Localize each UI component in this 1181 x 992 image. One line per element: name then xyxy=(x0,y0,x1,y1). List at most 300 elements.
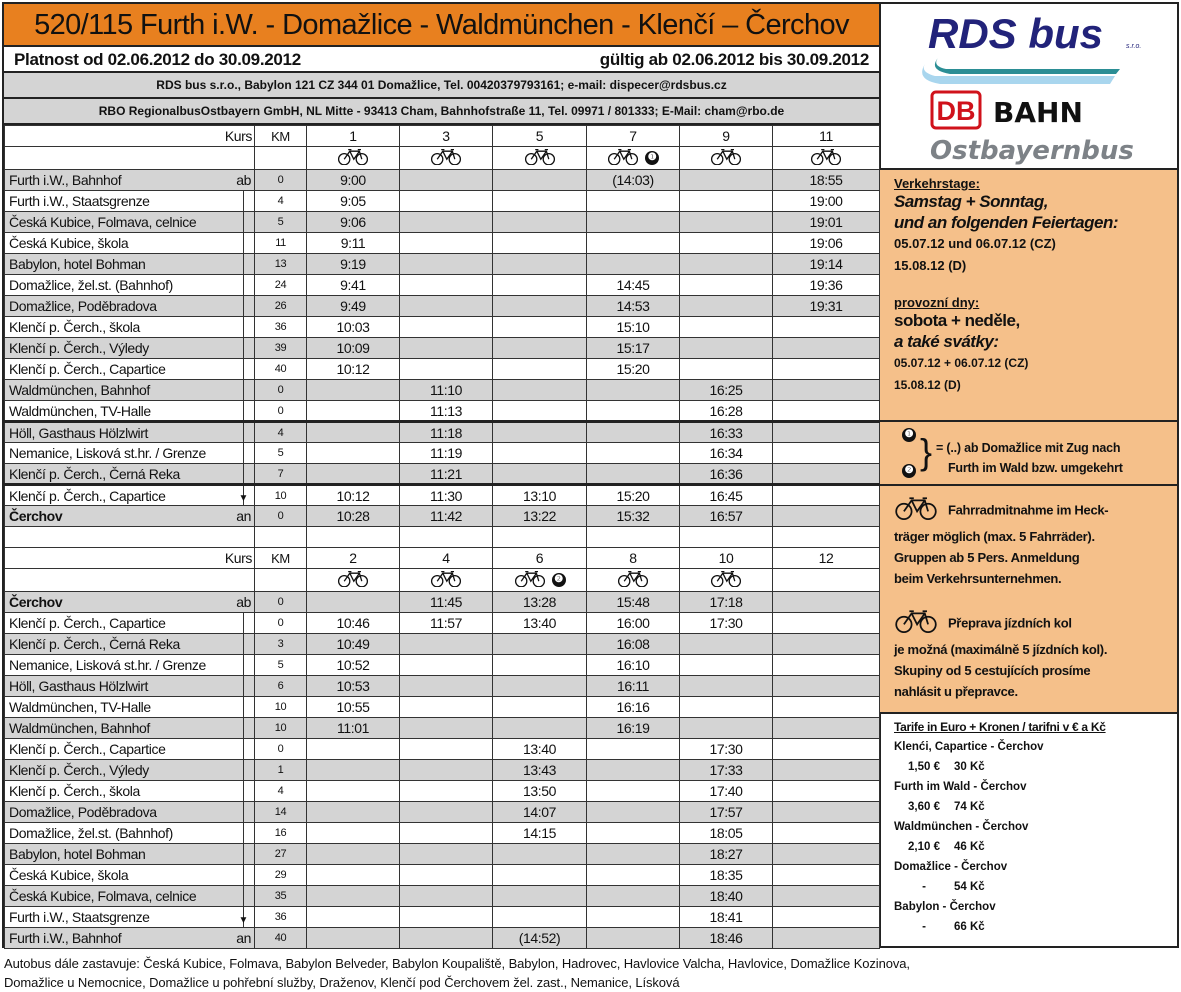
stop-name xyxy=(5,296,255,317)
departure-time: 16:36 xyxy=(680,464,773,485)
stop-name-text: Waldmünchen, TV-Halle xyxy=(9,402,151,419)
table-row xyxy=(5,760,880,781)
table-row xyxy=(5,401,880,422)
footnote-marker: ❶ xyxy=(645,151,659,165)
departure-time: 11:13 xyxy=(400,401,493,422)
tariff-prices xyxy=(894,757,1163,777)
km-value: 3 xyxy=(255,634,307,655)
departure-time xyxy=(773,338,880,359)
departure-time xyxy=(400,655,493,676)
table-row xyxy=(5,170,880,191)
departure-time: 19:06 xyxy=(773,233,880,254)
direction-line xyxy=(243,401,244,420)
stop-name-text: Česká Kubice, škola xyxy=(9,867,129,883)
departure-time: 16:34 xyxy=(680,443,773,464)
km-value: 13 xyxy=(255,254,307,275)
stop-name xyxy=(5,844,255,865)
price-eur: - xyxy=(922,881,926,893)
stop-name xyxy=(5,380,255,401)
note-2-icon: ❷ xyxy=(902,464,916,478)
departure-time xyxy=(400,886,493,907)
departure-time: 9:41 xyxy=(307,275,400,296)
departure-time xyxy=(307,844,400,865)
departure-time: 11:01 xyxy=(307,718,400,739)
departure-time xyxy=(680,212,773,233)
departure-time xyxy=(587,739,680,760)
direction-line xyxy=(243,844,244,864)
departure-time: 16:33 xyxy=(680,422,773,443)
departure-time: (14:52) xyxy=(493,928,587,949)
departure-time xyxy=(773,760,880,781)
departure-time: 14:15 xyxy=(493,823,587,844)
direction-line xyxy=(243,359,244,379)
tariff-box xyxy=(880,714,1177,940)
stops-line1: Autobus dále zastavuje: Česká Kubice, Folmava, Babylon Belveder, Babylon Koupaliště, Babylon, Hadrovec, Havlovice Valcha, Havlovice, Domažlice Kozinova, xyxy=(4,956,910,971)
table-row xyxy=(5,844,880,865)
table-row xyxy=(5,359,880,380)
stop-name-text: Domažlice, Poděbradova xyxy=(9,298,157,314)
departure-time: 13:40 xyxy=(493,739,587,760)
departure-time: 17:57 xyxy=(680,802,773,823)
table-row xyxy=(5,928,880,949)
address-rds: RDS bus s.r.o., Babylon 121 CZ 344 01 Domažlice, Tel. 00420379793161; e-mail: dispecer@rdsbus.cz xyxy=(4,73,879,99)
validity-row xyxy=(4,47,879,73)
direction-line xyxy=(243,254,244,274)
stop-name xyxy=(5,802,255,823)
bike-cell xyxy=(680,569,773,592)
direction-line xyxy=(243,212,244,232)
departure-time xyxy=(307,823,400,844)
course-number: 11 xyxy=(773,126,880,147)
km-value: 16 xyxy=(255,823,307,844)
departure-time xyxy=(493,443,587,464)
rds-logo-suffix: s.r.o. xyxy=(1126,43,1142,50)
direction-line xyxy=(243,676,244,696)
direction-line xyxy=(243,655,244,675)
departure-time xyxy=(773,655,880,676)
stop-name-text: Babylon, hotel Bohman xyxy=(9,846,146,862)
logos xyxy=(880,4,1177,170)
departure-time xyxy=(773,718,880,739)
departure-time xyxy=(680,254,773,275)
departure-time xyxy=(493,380,587,401)
empty-cell xyxy=(680,527,773,548)
departure-time: 15:20 xyxy=(587,359,680,380)
table-row xyxy=(5,907,880,928)
departure-time xyxy=(400,907,493,928)
departure-time xyxy=(493,422,587,443)
direction-line xyxy=(243,781,244,801)
tariff-route: Furth im Wald - Čerchov xyxy=(894,781,1027,793)
km-value: 0 xyxy=(255,380,307,401)
stop-name xyxy=(5,634,255,655)
tariff-route: Waldmünchen - Čerchov xyxy=(894,821,1029,833)
bike-de-line3: Gruppen ab 5 Pers. Anmeldung xyxy=(894,550,1080,566)
departure-time: 9:11 xyxy=(307,233,400,254)
tariff-heading: Tarife in Euro + Kronen / tarifni v € a Kč xyxy=(894,720,1106,734)
days-cz-line2: a také svátky: xyxy=(894,332,999,351)
stop-name xyxy=(5,359,255,380)
bicycle-icon xyxy=(514,570,546,591)
rds-logo-text: RDS bus xyxy=(928,10,1104,57)
additional-stops-note xyxy=(4,954,910,992)
km-value: 0 xyxy=(255,401,307,422)
departure-time xyxy=(587,844,680,865)
operating-days xyxy=(880,170,1177,422)
bike-cell xyxy=(773,147,880,170)
table-row xyxy=(5,718,880,739)
departure-time: 15:10 xyxy=(587,317,680,338)
stop-name xyxy=(5,338,255,359)
rds-swoosh-teal xyxy=(935,58,1120,74)
departure-time: 16:10 xyxy=(587,655,680,676)
departure-time xyxy=(773,928,880,949)
departure-time xyxy=(493,886,587,907)
empty-cell xyxy=(5,527,255,548)
departure-time xyxy=(587,380,680,401)
stop-name-text: Klenčí p. Čerch., Černá Reka xyxy=(9,636,180,652)
departure-time xyxy=(400,865,493,886)
outbound-course-header xyxy=(5,126,880,147)
departure-time xyxy=(400,760,493,781)
departure-time: 10:28 xyxy=(307,506,400,527)
km-value: 0 xyxy=(255,739,307,760)
bike-cell xyxy=(587,147,680,170)
departure-time xyxy=(493,865,587,886)
departure-time: 19:01 xyxy=(773,212,880,233)
departure-time xyxy=(587,464,680,485)
departure-time xyxy=(400,718,493,739)
course-number: 2 xyxy=(307,548,400,569)
departure-time: 10:52 xyxy=(307,655,400,676)
arrow-down-icon: ▼ xyxy=(238,493,248,504)
days-de-date2: 15.08.12 (D) xyxy=(894,258,967,273)
stop-name-text: Čerchov xyxy=(9,508,63,524)
empty-cell xyxy=(255,147,307,170)
departure-time xyxy=(680,634,773,655)
departure-time xyxy=(773,464,880,485)
km-value: 4 xyxy=(255,422,307,443)
timetable xyxy=(4,125,880,949)
direction-line xyxy=(243,464,244,483)
bike-de-line2: träger möglich (max. 5 Fahrräder). xyxy=(894,529,1095,545)
departure-time xyxy=(680,191,773,212)
stop-name xyxy=(5,191,255,212)
departure-time xyxy=(587,823,680,844)
departure-time xyxy=(587,233,680,254)
km-value: 14 xyxy=(255,802,307,823)
departure-time: 9:49 xyxy=(307,296,400,317)
departure-time xyxy=(587,802,680,823)
km-value: 0 xyxy=(255,613,307,634)
departure-time xyxy=(307,380,400,401)
departure-time xyxy=(493,317,587,338)
departure-time xyxy=(307,928,400,949)
departure-time xyxy=(587,928,680,949)
departure-time: 10:03 xyxy=(307,317,400,338)
departure-time: 16:45 xyxy=(680,485,773,506)
table-row xyxy=(5,233,880,254)
stop-name xyxy=(5,865,255,886)
direction-line xyxy=(243,191,244,211)
km-value: 5 xyxy=(255,655,307,676)
course-number: 12 xyxy=(773,548,880,569)
stop-name-text: Česká Kubice, Folmava, celnice xyxy=(9,214,197,230)
stop-name xyxy=(5,506,255,527)
km-value: 10 xyxy=(255,485,307,506)
departure-time xyxy=(307,760,400,781)
departure-time: 10:53 xyxy=(307,676,400,697)
price-czk: 66 Kč xyxy=(954,921,985,933)
km-value: 1 xyxy=(255,760,307,781)
departure-time xyxy=(307,907,400,928)
course-number: 7 xyxy=(587,126,680,147)
departure-time xyxy=(400,191,493,212)
direction-line xyxy=(243,739,244,759)
stop-name xyxy=(5,760,255,781)
bike-cell xyxy=(307,147,400,170)
stop-name-text: Domažlice, žel.st. (Bahnhof) xyxy=(9,277,173,293)
departure-time: 15:32 xyxy=(587,506,680,527)
departure-time xyxy=(400,233,493,254)
stop-name-text: Nemanice, Lisková st.hr. / Grenze xyxy=(9,657,206,673)
kurs-label: Kurs xyxy=(5,126,255,147)
departure-time xyxy=(493,191,587,212)
empty-cell xyxy=(5,147,255,170)
km-value: 11 xyxy=(255,233,307,254)
direction-line xyxy=(243,865,244,885)
bike-cell xyxy=(400,147,493,170)
departure-time: 16:28 xyxy=(680,401,773,422)
table-row xyxy=(5,254,880,275)
departure-time xyxy=(493,254,587,275)
table-row xyxy=(5,865,880,886)
departure-time: 15:17 xyxy=(587,338,680,359)
departure-time: 13:22 xyxy=(493,506,587,527)
km-value: 40 xyxy=(255,359,307,380)
departure-time xyxy=(400,212,493,233)
footnote-line2: Furth im Wald bzw. umgekehrt xyxy=(948,461,1123,475)
km-value: 4 xyxy=(255,781,307,802)
departure-time: 19:36 xyxy=(773,275,880,296)
bike-info xyxy=(880,486,1177,714)
departure-time: 18:27 xyxy=(680,844,773,865)
stop-name xyxy=(5,907,255,928)
departure-time: 15:48 xyxy=(587,592,680,613)
price-eur: - xyxy=(922,921,926,933)
table-row xyxy=(5,317,880,338)
direction-line xyxy=(243,338,244,358)
departure-time: 16:16 xyxy=(587,697,680,718)
km-value: 36 xyxy=(255,317,307,338)
direction-line xyxy=(243,886,244,906)
empty-cell xyxy=(307,527,400,548)
stop-name xyxy=(5,718,255,739)
departure-time: 9:19 xyxy=(307,254,400,275)
departure-time xyxy=(400,317,493,338)
km-value: 5 xyxy=(255,443,307,464)
bike-cell xyxy=(587,569,680,592)
table-row xyxy=(5,655,880,676)
departure-time xyxy=(400,254,493,275)
departure-time: 10:55 xyxy=(307,697,400,718)
stop-name-text: Waldmünchen, TV-Halle xyxy=(9,699,151,715)
departure-time xyxy=(680,697,773,718)
stop-name xyxy=(5,676,255,697)
departure-time: 15:20 xyxy=(587,485,680,506)
departure-time xyxy=(587,865,680,886)
table-row xyxy=(5,422,880,443)
departure-time xyxy=(493,718,587,739)
table-row xyxy=(5,296,880,317)
departure-time: 13:43 xyxy=(493,760,587,781)
departure-time xyxy=(680,170,773,191)
course-number: 1 xyxy=(307,126,400,147)
direction-line xyxy=(243,275,244,295)
direction-line xyxy=(243,718,244,738)
departure-time xyxy=(307,781,400,802)
bicycle-icon xyxy=(607,148,639,169)
stop-name-text: Klenčí p. Čerch., Výledy xyxy=(9,340,149,356)
days-de-line1: Samstag + Sonntag, xyxy=(894,192,1048,211)
ostbayernbus-text: Ostbayernbus xyxy=(930,136,1134,166)
empty-cell xyxy=(773,527,880,548)
departure-time: 16:25 xyxy=(680,380,773,401)
stop-name-text: Klenčí p. Čerch., Capartice xyxy=(9,615,166,631)
departure-time xyxy=(400,802,493,823)
departure-time: 18:46 xyxy=(680,928,773,949)
departure-time xyxy=(307,422,400,443)
days-cz-heading: provozní dny: xyxy=(894,295,980,310)
stop-name-text: Klenčí p. Čerch., Capartice xyxy=(9,741,166,757)
stop-name xyxy=(5,697,255,718)
stop-name xyxy=(5,928,255,949)
table-row xyxy=(5,781,880,802)
departure-time: 18:41 xyxy=(680,907,773,928)
departure-time: 19:31 xyxy=(773,296,880,317)
km-value: 35 xyxy=(255,886,307,907)
blank-row xyxy=(5,527,880,548)
departure-time: 11:57 xyxy=(400,613,493,634)
departure-time xyxy=(773,317,880,338)
departure-time xyxy=(773,802,880,823)
departure-time xyxy=(680,233,773,254)
km-value: 29 xyxy=(255,865,307,886)
stop-name xyxy=(5,464,255,485)
bike-cell xyxy=(680,147,773,170)
bicycle-icon xyxy=(430,570,462,591)
departure-time xyxy=(493,359,587,380)
departure-time: 11:45 xyxy=(400,592,493,613)
stop-name-text: Klenčí p. Čerch., Výledy xyxy=(9,762,149,778)
departure-time xyxy=(400,338,493,359)
departure-time xyxy=(307,401,400,422)
inbound-course-header xyxy=(5,548,880,569)
empty-cell xyxy=(5,569,255,592)
km-value: 40 xyxy=(255,928,307,949)
bicycle-icon xyxy=(710,570,742,591)
bike-cell xyxy=(493,569,587,592)
inbound-bike-row xyxy=(5,569,880,592)
table-row xyxy=(5,886,880,907)
departure-time xyxy=(587,212,680,233)
departure-time: 10:09 xyxy=(307,338,400,359)
direction-line xyxy=(243,760,244,780)
departure-time xyxy=(493,464,587,485)
footnote-marker: ❷ xyxy=(552,573,566,587)
departure-time xyxy=(400,697,493,718)
stop-name-text: Furth i.W., Bahnhof xyxy=(9,930,122,946)
stop-name-text: Klenčí p. Čerch., Capartice xyxy=(9,361,166,377)
price-czk: 74 Kč xyxy=(954,801,985,813)
stop-name xyxy=(5,422,255,443)
stop-name xyxy=(5,592,255,613)
stop-name xyxy=(5,233,255,254)
stop-name xyxy=(5,613,255,634)
bike-de-line4: beim Verkehrsunternehmen. xyxy=(894,571,1062,587)
timetable-panel xyxy=(2,2,881,948)
price-czk: 54 Kč xyxy=(954,881,985,893)
bicycle-icon xyxy=(337,570,369,591)
departure-time: (14:03) xyxy=(587,170,680,191)
kurs-label: Kurs xyxy=(5,548,255,569)
stop-name-text: Klenčí p. Čerch., škola xyxy=(9,319,140,335)
departure-time xyxy=(587,907,680,928)
direction-line xyxy=(243,634,244,654)
departure-time xyxy=(773,823,880,844)
stop-name xyxy=(5,443,255,464)
empty-cell xyxy=(400,527,493,548)
km-label: KM xyxy=(255,126,307,147)
tariff-route: Klenći, Capartice - Čerchov xyxy=(894,741,1044,753)
stop-name-text: Česká Kubice, škola xyxy=(9,235,129,251)
stop-name xyxy=(5,739,255,760)
departure-time xyxy=(773,592,880,613)
departure-time xyxy=(307,464,400,485)
stop-name-text: Čerchov xyxy=(9,594,63,610)
departure-time xyxy=(493,844,587,865)
departure-time: 17:30 xyxy=(680,739,773,760)
bicycle-icon xyxy=(617,570,649,591)
bike-cell xyxy=(493,147,587,170)
bike-cz-line2: je možná (maximálně 5 jízdních kol). xyxy=(894,642,1108,658)
departure-time: 16:11 xyxy=(587,676,680,697)
departure-time xyxy=(493,907,587,928)
departure-time xyxy=(773,844,880,865)
departure-time xyxy=(400,634,493,655)
bicycle-icon xyxy=(337,148,369,169)
departure-time: 18:05 xyxy=(680,823,773,844)
tariff-route: Babylon - Čerchov xyxy=(894,901,996,913)
departure-time xyxy=(400,275,493,296)
stops-line2: Domažlice u Nemocnice, Domažlice u pohřební služby, Draženov, Klenčí pod Čerchovem žel. zast., Nemanice, Lísková xyxy=(4,975,680,990)
departure-time xyxy=(773,634,880,655)
course-number: 5 xyxy=(493,126,587,147)
departure-time xyxy=(493,634,587,655)
direction-line xyxy=(243,317,244,337)
table-row xyxy=(5,275,880,296)
departure-time xyxy=(773,676,880,697)
departure-time xyxy=(307,802,400,823)
km-value: 5 xyxy=(255,212,307,233)
stop-name-text: Waldmünchen, Bahnhof xyxy=(9,720,150,736)
empty-cell xyxy=(587,527,680,548)
departure-time xyxy=(307,865,400,886)
table-row xyxy=(5,697,880,718)
departure-time xyxy=(587,443,680,464)
days-cz-date1: 05.07.12 + 06.07.12 (CZ) xyxy=(894,356,1029,370)
departure-time xyxy=(307,443,400,464)
